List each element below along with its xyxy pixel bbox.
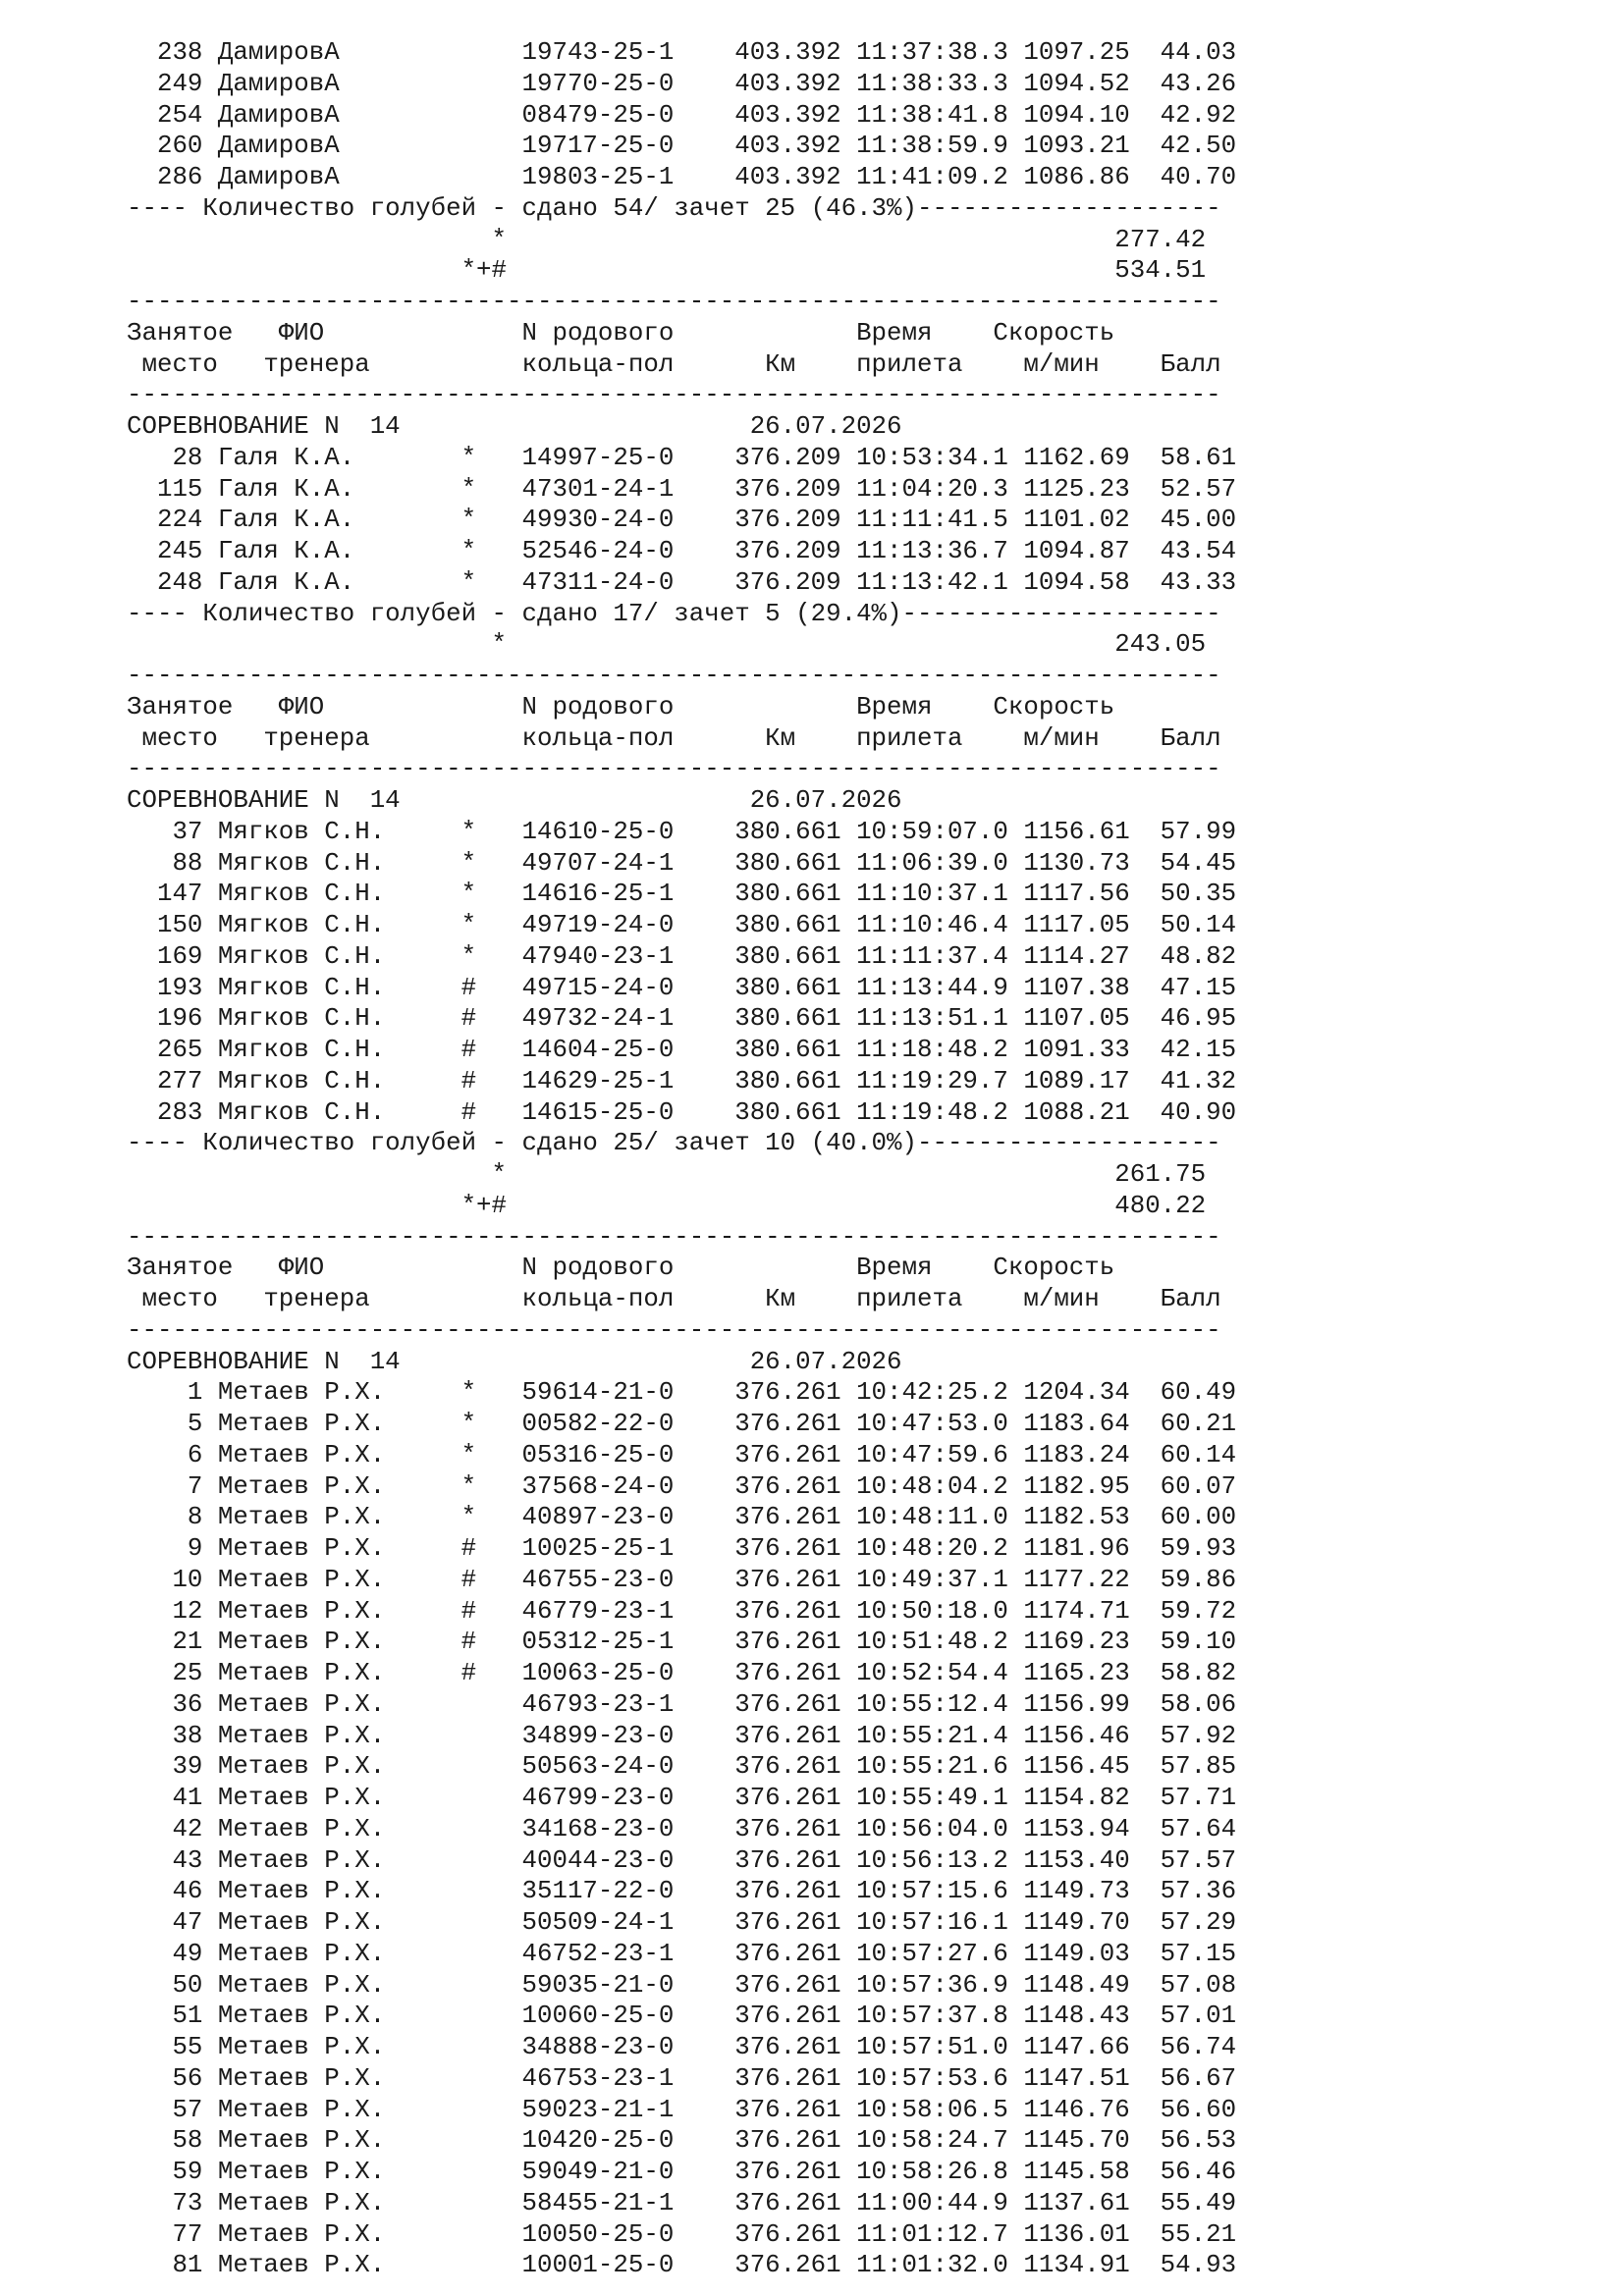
column-header-row-2: место тренера кольца-пол Км прилета м/мин Балл <box>127 1285 1221 1313</box>
result-row: 150 Мягков С.Н. * 49719-24-0 380.661 11:10:46.4 1117.05 50.14 <box>127 911 1237 939</box>
score-total: * 243.05 <box>127 630 1207 660</box>
result-row: 41 Метаев Р.Х. 46799-23-0 376.261 10:55:49.1 1154.82 57.71 <box>127 1784 1237 1812</box>
result-row: 286 ДамировА 19803-25-1 403.392 11:41:09.2 1086.86 40.70 <box>127 163 1237 191</box>
result-row: 39 Метаев Р.Х. 50563-24-0 376.261 10:55:21.6 1156.45 57.85 <box>127 1752 1237 1782</box>
column-header-row-1: Занятое ФИО N родового Время Скорость <box>127 318 1115 347</box>
result-row: 38 Метаев Р.Х. 34899-23-0 376.261 10:55:21.4 1156.46 57.92 <box>127 1721 1237 1750</box>
result-row: 81 Метаев Р.Х. 10001-25-0 376.261 11:01:32.0 1134.91 54.93 <box>127 2251 1237 2280</box>
result-row: 55 Метаев Р.Х. 34888-23-0 376.261 10:57:51.0 1147.66 56.74 <box>127 2033 1237 2061</box>
result-row: 73 Метаев Р.Х. 58455-21-1 376.261 11:00:44.9 1137.61 55.49 <box>127 2188 1237 2217</box>
result-row: 115 Галя К.А. * 47301-24-1 376.209 11:04:20.3 1125.23 52.57 <box>127 474 1237 504</box>
score-total: *+# 480.22 <box>127 1191 1207 1220</box>
separator-line: ------------------------------------------------------------------------ <box>127 755 1221 784</box>
result-row: 88 Мягков С.Н. * 49707-24-1 380.661 11:06:39.0 1130.73 54.45 <box>127 848 1237 878</box>
result-row: 37 Мягков С.Н. * 14610-25-0 380.661 10:59:07.0 1156.61 57.99 <box>127 817 1237 846</box>
result-row: 28 Галя К.А. * 14997-25-0 376.209 10:53:34.1 1162.69 58.61 <box>127 443 1237 472</box>
result-row: 196 Мягков С.Н. # 49732-24-1 380.661 11:13:51.1 1107.05 46.95 <box>127 1004 1237 1034</box>
result-row: 249 ДамировА 19770-25-0 403.392 11:38:33.3 1094.52 43.26 <box>127 69 1237 98</box>
score-total: * 277.42 <box>127 225 1207 254</box>
result-row: 1 Метаев Р.Х. * 59614-21-0 376.261 10:42:25.2 1204.34 60.49 <box>127 1378 1237 1408</box>
result-row: 238 ДамировА 19743-25-1 403.392 11:37:38.3 1097.25 44.03 <box>127 38 1237 67</box>
result-row: 25 Метаев Р.Х. # 10063-25-0 376.261 10:52:54.4 1165.23 58.82 <box>127 1659 1237 1687</box>
column-header-row-2: место тренера кольца-пол Км прилета м/мин Балл <box>127 349 1221 379</box>
column-header-row-1: Занятое ФИО N родового Время Скорость <box>127 692 1115 721</box>
pigeon-count-summary: ---- Количество голубей - сдано 17/ зачет 5 (29.4%)--------------------- <box>127 599 1221 628</box>
result-row: 46 Метаев Р.Х. 35117-22-0 376.261 10:57:15.6 1149.73 57.36 <box>127 1877 1237 1906</box>
result-row: 283 Мягков С.Н. # 14615-25-0 380.661 11:19:48.2 1088.21 40.90 <box>127 1097 1237 1127</box>
result-row: 47 Метаев Р.Х. 50509-24-1 376.261 10:57:16.1 1149.70 57.29 <box>127 1908 1237 1937</box>
result-row: 57 Метаев Р.Х. 59023-21-1 376.261 10:58:06.5 1146.76 56.60 <box>127 2095 1237 2124</box>
score-total: *+# 534.51 <box>127 256 1207 286</box>
result-row: 58 Метаев Р.Х. 10420-25-0 376.261 10:58:24.7 1145.70 56.53 <box>127 2126 1237 2156</box>
result-row: 10 Метаев Р.Х. # 46755-23-0 376.261 10:49:37.1 1177.22 59.86 <box>127 1565 1237 1594</box>
separator-line: ------------------------------------------------------------------------ <box>127 1222 1221 1252</box>
result-row: 248 Галя К.А. * 47311-24-0 376.209 11:13:42.1 1094.58 43.33 <box>127 567 1237 597</box>
result-row: 169 Мягков С.Н. * 47940-23-1 380.661 11:11:37.4 1114.27 48.82 <box>127 941 1237 971</box>
result-row: 7 Метаев Р.Х. * 37568-24-0 376.261 10:48:04.2 1182.95 60.07 <box>127 1471 1237 1501</box>
result-row: 50 Метаев Р.Х. 59035-21-0 376.261 10:57:36.9 1148.49 57.08 <box>127 1970 1237 2000</box>
result-row: 49 Метаев Р.Х. 46752-23-1 376.261 10:57:27.6 1149.03 57.15 <box>127 1939 1237 1968</box>
result-row: 245 Галя К.А. * 52546-24-0 376.209 11:13:36.7 1094.87 43.54 <box>127 537 1237 565</box>
result-row: 6 Метаев Р.Х. * 05316-25-0 376.261 10:47:59.6 1183.24 60.14 <box>127 1440 1237 1469</box>
result-row: 21 Метаев Р.Х. # 05312-25-1 376.261 10:51:48.2 1169.23 59.10 <box>127 1628 1237 1657</box>
result-row: 254 ДамировА 08479-25-0 403.392 11:38:41.8 1094.10 42.92 <box>127 100 1237 130</box>
result-row: 59 Метаев Р.Х. 59049-21-0 376.261 10:58:26.8 1145.58 56.46 <box>127 2158 1237 2186</box>
result-row: 147 Мягков С.Н. * 14616-25-1 380.661 11:10:37.1 1117.56 50.35 <box>127 880 1237 909</box>
result-row: 9 Метаев Р.Х. # 10025-25-1 376.261 10:48:20.2 1181.96 59.93 <box>127 1534 1237 1563</box>
column-header-row-1: Занятое ФИО N родового Время Скорость <box>127 1254 1115 1283</box>
result-row: 193 Мягков С.Н. # 49715-24-0 380.661 11:13:44.9 1107.38 47.15 <box>127 973 1237 1002</box>
result-row: 5 Метаев Р.Х. * 00582-22-0 376.261 10:47:53.0 1183.64 60.21 <box>127 1410 1237 1438</box>
result-row: 77 Метаев Р.Х. 10050-25-0 376.261 11:01:12.7 1136.01 55.21 <box>127 2219 1237 2249</box>
column-header-row-2: место тренера кольца-пол Км прилета м/мин Балл <box>127 723 1221 753</box>
score-total: * 261.75 <box>127 1160 1207 1189</box>
result-row: 42 Метаев Р.Х. 34168-23-0 376.261 10:56:04.0 1153.94 57.64 <box>127 1814 1237 1843</box>
pigeon-count-summary: ---- Количество голубей - сдано 54/ зачет 25 (46.3%)-------------------- <box>127 193 1221 223</box>
separator-line: ------------------------------------------------------------------------ <box>127 381 1221 410</box>
competition-heading: СОРЕВНОВАНИЕ N 14 26.07.2026 <box>127 1347 902 1376</box>
result-row: 8 Метаев Р.Х. * 40897-23-0 376.261 10:48:11.0 1182.53 60.00 <box>127 1503 1237 1532</box>
competition-heading: СОРЕВНОВАНИЕ N 14 26.07.2026 <box>127 412 902 441</box>
result-row: 12 Метаев Р.Х. # 46779-23-1 376.261 10:50:18.0 1174.71 59.72 <box>127 1596 1237 1626</box>
competition-heading: СОРЕВНОВАНИЕ N 14 26.07.2026 <box>127 786 902 815</box>
separator-line: ------------------------------------------------------------------------ <box>127 1315 1221 1345</box>
result-row: 277 Мягков С.Н. # 14629-25-1 380.661 11:19:29.7 1089.17 41.32 <box>127 1066 1237 1095</box>
result-row: 36 Метаев Р.Х. 46793-23-1 376.261 10:55:12.4 1156.99 58.06 <box>127 1689 1237 1719</box>
result-row: 260 ДамировА 19717-25-0 403.392 11:38:59.9 1093.21 42.50 <box>127 132 1237 161</box>
result-row: 51 Метаев Р.Х. 10060-25-0 376.261 10:57:37.8 1148.43 57.01 <box>127 2002 1237 2031</box>
result-row: 265 Мягков С.Н. # 14604-25-0 380.661 11:18:48.2 1091.33 42.15 <box>127 1036 1237 1064</box>
separator-line: ------------------------------------------------------------------------ <box>127 288 1221 316</box>
result-row: 43 Метаев Р.Х. 40044-23-0 376.261 10:56:13.2 1153.40 57.57 <box>127 1845 1237 1875</box>
result-row: 224 Галя К.А. * 49930-24-0 376.209 11:11:41.5 1101.02 45.00 <box>127 506 1237 535</box>
pigeon-count-summary: ---- Количество голубей - сдано 25/ зачет 10 (40.0%)-------------------- <box>127 1129 1221 1158</box>
separator-line: ------------------------------------------------------------------------ <box>127 662 1221 690</box>
result-row: 56 Метаев Р.Х. 46753-23-1 376.261 10:57:53.6 1147.51 56.67 <box>127 2063 1237 2093</box>
results-report <box>127 37 1236 2281</box>
